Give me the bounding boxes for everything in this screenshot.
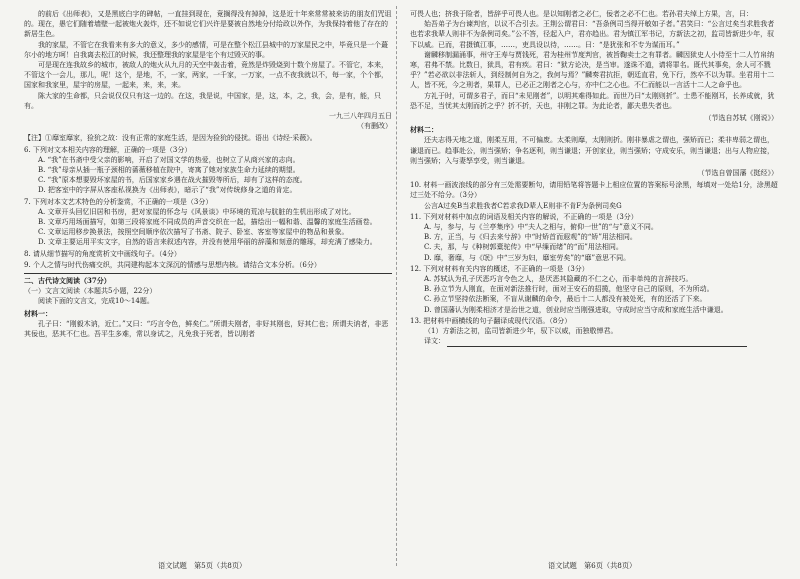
page-divider bbox=[396, 6, 397, 566]
right-page bbox=[410, 9, 778, 549]
answer-line[interactable] bbox=[447, 338, 747, 347]
material-1-para: 谢麟移制漏涌事，州守王寿与贾钱死，君为桂州节度判官，被旨鞠卖士之有罪者。麟因狱史人小侍至十二人竹帛纳寒，君弗不禁。比数日，狱具，君有疾。君曰：“狱方论决，是当审。遂诛不道，请将罪名。既代其事矣，余人可不戮乎？”若必欲以非法斩人，到经制何自为之，我何与焉？”麟奏君抗拒，朝廷直君，免下行，然卒不以为罪。坐君用十二人，皆不死，今之刑者，果罪人，已必正之刚者之心与，亦中仁之心也。不仁而能以一言活十二人之命乎也。 bbox=[410, 50, 775, 90]
q13-sentence-1: （1）方新法之初，监司皆新进少年，驭下以威，而独敬惮君。 bbox=[424, 327, 618, 336]
question-12-stem: 12. 下列对材料有关内容的概述，不正确的一项是（3分） bbox=[410, 264, 589, 273]
question-8: 8. 请从细节描写的角度赏析文中画线句子。（4分） bbox=[24, 249, 181, 258]
material-1-para: 始吾弟子为台谏判官，以议不合引去。王荆公谓君曰：“吾条例司当得开敏如子者。”君笑曰：“公言过矣当求胜我者也若求我辈人则非不为条例司矣。”公不答，径起入户，君亦趋出。君为镇江军书记，方新法之初，监司皆新进少年，驭下以威。已而，君摄镇江事，……，吏具设以待，……。曰：“是犹张和不专为谋而耳。” bbox=[410, 20, 775, 49]
q6-option-a: A. “我”在书斋中受父亲的影响，开启了对国文学的热爱，也树立了从商兴家的志向。 bbox=[38, 155, 300, 164]
footer-left: 语文试题 第5页（共8页） bbox=[158, 561, 247, 570]
material-1-text: 孔子曰：“刚毅木讷，近仁。”又曰：“巧言令色，鲜矣仁。”所谓夫刚者，非好其刚也，好其仁也；所谓夫讷者，非恶其佞也，恶其不仁也。吾平生多难，常以身试之，凡免我于死者，皆以刚者 bbox=[24, 319, 389, 339]
reading-instruction: 阅读下面的文言文，完成10～14题。 bbox=[38, 297, 154, 306]
section-2-title: 二、古代诗文阅读（37分） bbox=[24, 276, 111, 286]
q11-option-a: A. 与，参与，与《兰亭集序》中“夫人之相与，俯仰一世”的“与”意义不同。 bbox=[424, 223, 658, 232]
q12-option-a: A. 苏轼认为孔子厌恶巧言令色之人，是厌恶其隐藏的不仁之心，而非单纯的言辞技巧。 bbox=[424, 275, 693, 284]
passage-para: 可是现在连我故乡的城市，被敌人的炮火从九月的天空中轰击着，竟然是炸毁烧到十数个房屋了。不管它，本来，不管这个一会儿，那儿，呢！这个，是地，不，一家，两家，一千家，一万家，一点不夜我就以不，每一家，个个都，国家和我家里，屋宇的房屋，一起来，来，来，来。 bbox=[24, 61, 388, 90]
translation-label: 译文： bbox=[424, 337, 445, 346]
passage-source: （有删改） bbox=[357, 122, 392, 131]
q11-option-b: B. 方，正当，与《归去来兮辞》中“时矫首而遐观”的“矫”用法相同。 bbox=[424, 233, 637, 242]
q11-option-c: C. 夫，那，与《种树郭橐驼传》中“早缫而绪”的“而”用法相同。 bbox=[424, 243, 623, 252]
q6-option-b: B. “我”母亲从插一瓶子颈相的蔷薇移植在院中，寄寓了她对家族生命力延续的期望。 bbox=[38, 166, 300, 175]
material-1-source: （节选自苏轼《刚说》） bbox=[704, 114, 778, 123]
material-2-source: （节选自曾国藩《挺经》） bbox=[697, 169, 778, 178]
q12-option-b: B. 孙立节为人刚直，在面对新法推行时，面对王安石的招揽，他坚守自己的原则，不为所动。 bbox=[424, 285, 714, 294]
q13-answer-row bbox=[410, 336, 778, 346]
passage-para: 我的家屋，不管它在我看来有多大的意义，多少的感情，可是在整个松江县城中的万家屋民之中，毕竟只是一个蕞尔小的地方呵！自我离去松江的时候，我还整理我的家屋是宅个有过毁灭的事。 bbox=[24, 40, 388, 59]
q12-option-d: D. 曾国藩认为刚柔相济才是治世之道，创业时应当刚强进取，守成时应当守成和家庭生活中谦退。 bbox=[424, 305, 728, 314]
q10-segmentation-line: 公言A过矣B当求胜我者C若求我D辈人E则非不肯F为条例司矣G bbox=[424, 201, 622, 210]
left-page bbox=[24, 9, 392, 549]
q6-option-d: D. 把客室中的字屏从客座私视换为《出师表》，暗示了“我”对传统修身之道的肯定。 bbox=[38, 186, 297, 195]
material-2-text: 还夫志得天地之道，刚柔互用，不可偏废。太柔则靡，太刚则折。刚非暴虐之谓也，强矫而已；柔非卑弱之谓也，谦退而已。趋事赴公，则当强矫；争名逐利，则当谦退；开创家业，则当强矫；守成安乐，则当谦退；出与人物应接，则当强矫；入与妻孥享受，则当谦退。 bbox=[410, 136, 774, 165]
material-1-cont: 可畏人也；挤我于险者，皆辞乎可畏人也。是以知刚者之必仁，佞者之必不仁也。若孙君夫绰上方果，言，曰： bbox=[410, 10, 753, 18]
question-11-stem: 11. 下列对材料中加点的词语及相关内容的解说，不正确的一项是（3分） bbox=[410, 212, 638, 221]
subsection-title: （一）文言文阅读（本题共5小题，22分） bbox=[24, 287, 157, 296]
question-13-stem: 13. 把材料中画横线的句子翻译成现代汉语。（8分） bbox=[410, 316, 572, 325]
q12-option-c: C. 孙立节坚持依法断案，不盲从谢麟的命令，最后十二人都没有被处死，有的还活了下来。 bbox=[424, 295, 707, 304]
material-2-label: 材料二： bbox=[410, 125, 438, 135]
q7-option-a: A. 文章开头回忆旧居和书房，把对家屋的怀念与《风景谈》中环境的荒凉与肮脏的生机出形成了对比。 bbox=[38, 207, 356, 216]
q6-option-c: C. “我”原本想要毁坏家屋的书，后国家家乡遇在战火摧毁等所后，却有了这样的态度。 bbox=[38, 176, 307, 185]
footnote: 【注】①靡室靡家，猃狁之故：没有正常的家庭生活，是因为猃狁的侵扰。语出《诗经·采薇》。 bbox=[24, 134, 317, 143]
section-divider bbox=[24, 273, 392, 274]
question-9: 9. 个人之情与时代伤痛交织，共同建构起本文深沉的情感与思想内核。请结合文本分析。（6分） bbox=[24, 260, 321, 269]
q7-option-b: B. 文章巧用场面描写，如第三段将家庭不同成员的声音交织在一起，描绘出一幅和谐、温馨的家庭生活画卷。 bbox=[38, 218, 377, 227]
passage-date: 一九三八年四月五日 bbox=[329, 112, 392, 121]
passage-para: 的前后《出师表》，又是黑底白字的碑帖，一直挂到现在，竟搁得没有掉掉，这是近十年来常常被来访的朋友们咒诅的。现在，愚它们随着墙壁一起被炮火轰炸，还不如说它们兴许是要被自然地分付给政以外作，为我保持着他了存在的新居生色。 bbox=[24, 10, 392, 39]
material-1-label: 材料一： bbox=[24, 308, 52, 318]
question-6-stem: 6. 下列对文本相关内容的理解，正确的一项是（3分） bbox=[24, 145, 192, 154]
question-10-stem: 10. 材料一画波浪线的部分有三处需要断句，请用铅笔将答题卡上相应位置的答案标号涂黑，每填对一处给1分，涂黑超过三处不给分。（3分） bbox=[410, 181, 778, 200]
question-7-stem: 7. 下列对本文艺术特色的分析鉴赏，不正确的一项是（3分） bbox=[24, 197, 213, 206]
q7-option-d: D. 文章主要运用平实文字，自然的语言来叙述内容，并没有使用华丽的辞藻和刻意的雕琢，却充满了感染力。 bbox=[38, 238, 377, 247]
q7-option-c: C. 文章运用移步换景法，按照空间顺序依次描写了书斋、院子、卧室、客室等家屋中的物品和景象。 bbox=[38, 228, 349, 237]
q11-option-d: D. 靡，奢靡，与《氓》中“三岁为妇，靡室劳矣”的“靡”意思不同。 bbox=[424, 253, 631, 262]
material-1-para: 方礼于时，可谓多君子，而曰“未见刚者”，以明其难得如此。而世乃曰“太刚则折”。士患不能刚耳，长养成就，犹恐不足，当忧其太刚而折之乎？折不折，天也，非刚之罪。为此论者，鄙夫患失者也。 bbox=[410, 91, 775, 110]
passage-para: 陈大家的生命都，只会说仅仅只有这一边的。在这，我是说，中国家，是，这，本，之，我，会，是有，能，只有。 bbox=[24, 91, 381, 110]
footer-right: 语文试题 第6页（共8页） bbox=[548, 561, 637, 570]
